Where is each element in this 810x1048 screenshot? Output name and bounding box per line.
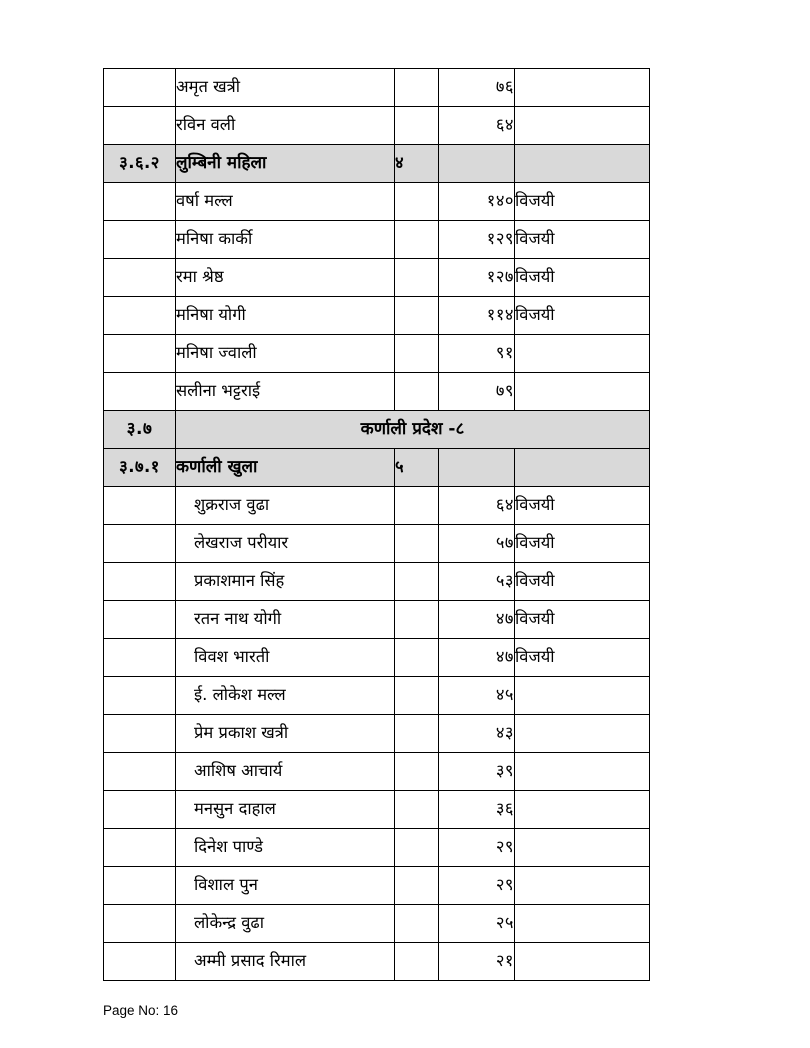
cell-count <box>395 487 439 525</box>
cell-result <box>515 753 650 791</box>
cell-serial <box>104 297 176 335</box>
cell-serial <box>104 715 176 753</box>
cell-votes: ११४ <box>439 297 515 335</box>
cell-votes: ६४ <box>439 107 515 145</box>
cell-candidate-name: अमृत खत्री <box>176 69 395 107</box>
cell-votes: १२९ <box>439 221 515 259</box>
cell-candidate-name: कर्णाली खुला <box>176 449 395 487</box>
cell-result <box>515 791 650 829</box>
cell-serial <box>104 601 176 639</box>
cell-result <box>515 943 650 981</box>
cell-votes: ६४ <box>439 487 515 525</box>
cell-result <box>515 107 650 145</box>
table-row <box>104 221 650 259</box>
cell-serial <box>104 563 176 601</box>
table-row <box>104 525 650 563</box>
cell-result <box>515 905 650 943</box>
cell-serial: ३.६.२ <box>104 145 176 183</box>
cell-votes: ४७ <box>439 639 515 677</box>
table-row-province <box>104 411 650 449</box>
cell-serial <box>104 335 176 373</box>
cell-count <box>395 373 439 411</box>
cell-votes: ५७ <box>439 525 515 563</box>
cell-votes: १२७ <box>439 259 515 297</box>
cell-result: विजयी <box>515 525 650 563</box>
cell-candidate-name: लुम्बिनी महिला <box>176 145 395 183</box>
cell-votes: १४० <box>439 183 515 221</box>
table-row <box>104 601 650 639</box>
cell-count <box>395 297 439 335</box>
cell-count <box>395 221 439 259</box>
cell-count <box>395 335 439 373</box>
cell-candidate-name: सलीना भट्टराई <box>176 373 395 411</box>
cell-count <box>395 791 439 829</box>
cell-result <box>515 449 650 487</box>
table-row-group <box>104 449 650 487</box>
cell-result: विजयी <box>515 601 650 639</box>
table-row <box>104 905 650 943</box>
cell-serial <box>104 487 176 525</box>
cell-candidate-name: शुक्रराज वुढा <box>176 487 395 525</box>
cell-candidate-name: रमा श्रेष्ठ <box>176 259 395 297</box>
table-row <box>104 563 650 601</box>
cell-count: ४ <box>395 145 439 183</box>
cell-count <box>395 639 439 677</box>
cell-candidate-name: प्रकाशमान सिंह <box>176 563 395 601</box>
cell-votes: २१ <box>439 943 515 981</box>
cell-serial <box>104 677 176 715</box>
table-row <box>104 107 650 145</box>
cell-result: विजयी <box>515 297 650 335</box>
cell-candidate-name: मनिषा ज्वाली <box>176 335 395 373</box>
cell-candidate-name: प्रेम प्रकाश खत्री <box>176 715 395 753</box>
cell-count: ५ <box>395 449 439 487</box>
cell-result <box>515 715 650 753</box>
cell-serial: ३.७ <box>104 411 176 449</box>
cell-count <box>395 69 439 107</box>
cell-province-name: कर्णाली प्रदेश -८ <box>176 411 650 449</box>
table-row <box>104 297 650 335</box>
cell-count <box>395 829 439 867</box>
cell-result <box>515 867 650 905</box>
table-body <box>104 69 650 981</box>
cell-candidate-name: अम्मी प्रसाद रिमाल <box>176 943 395 981</box>
cell-count <box>395 905 439 943</box>
cell-votes: ७६ <box>439 69 515 107</box>
cell-result: विजयी <box>515 221 650 259</box>
cell-serial <box>104 69 176 107</box>
cell-serial <box>104 183 176 221</box>
cell-serial <box>104 753 176 791</box>
cell-count <box>395 753 439 791</box>
cell-serial <box>104 221 176 259</box>
cell-votes: ५३ <box>439 563 515 601</box>
cell-count <box>395 259 439 297</box>
cell-candidate-name: मनसुन दाहाल <box>176 791 395 829</box>
table-row <box>104 829 650 867</box>
cell-candidate-name: लेखराज परीयार <box>176 525 395 563</box>
cell-serial <box>104 791 176 829</box>
cell-votes: ३६ <box>439 791 515 829</box>
cell-candidate-name: वर्षा मल्ल <box>176 183 395 221</box>
cell-candidate-name: लोकेन्द्र वुढा <box>176 905 395 943</box>
cell-candidate-name: मनिषा कार्की <box>176 221 395 259</box>
table-row <box>104 69 650 107</box>
cell-candidate-name: दिनेश पाण्डे <box>176 829 395 867</box>
cell-votes: ४३ <box>439 715 515 753</box>
cell-votes <box>439 145 515 183</box>
cell-votes: ३९ <box>439 753 515 791</box>
cell-serial <box>104 867 176 905</box>
cell-serial: ३.७.१ <box>104 449 176 487</box>
table-row <box>104 677 650 715</box>
table-row <box>104 867 650 905</box>
cell-count <box>395 943 439 981</box>
table-row <box>104 335 650 373</box>
cell-serial <box>104 905 176 943</box>
cell-votes: २५ <box>439 905 515 943</box>
cell-candidate-name: आशिष आचार्य <box>176 753 395 791</box>
table-row <box>104 373 650 411</box>
cell-count <box>395 715 439 753</box>
cell-serial <box>104 259 176 297</box>
page-footer: Page No: 16 <box>103 1003 179 1018</box>
table-row <box>104 487 650 525</box>
cell-count <box>395 525 439 563</box>
cell-result <box>515 335 650 373</box>
cell-result <box>515 677 650 715</box>
cell-serial <box>104 943 176 981</box>
table-row-group <box>104 145 650 183</box>
cell-serial <box>104 829 176 867</box>
cell-votes: ४७ <box>439 601 515 639</box>
election-results-table <box>103 68 650 981</box>
cell-votes: ४५ <box>439 677 515 715</box>
cell-result: विजयी <box>515 639 650 677</box>
cell-candidate-name: विशाल पुन <box>176 867 395 905</box>
table-row <box>104 183 650 221</box>
cell-votes: २९ <box>439 829 515 867</box>
cell-serial <box>104 525 176 563</box>
cell-count <box>395 563 439 601</box>
cell-votes <box>439 449 515 487</box>
cell-votes: ७९ <box>439 373 515 411</box>
cell-votes: ९१ <box>439 335 515 373</box>
table-row <box>104 943 650 981</box>
cell-count <box>395 867 439 905</box>
table-row <box>104 259 650 297</box>
cell-result <box>515 69 650 107</box>
cell-serial <box>104 107 176 145</box>
cell-result: विजयी <box>515 563 650 601</box>
cell-result <box>515 145 650 183</box>
cell-result: विजयी <box>515 259 650 297</box>
table-row <box>104 753 650 791</box>
cell-serial <box>104 373 176 411</box>
cell-votes: २९ <box>439 867 515 905</box>
cell-count <box>395 183 439 221</box>
table-row <box>104 715 650 753</box>
cell-count <box>395 601 439 639</box>
table-row <box>104 791 650 829</box>
cell-result: विजयी <box>515 487 650 525</box>
cell-candidate-name: विवश भारती <box>176 639 395 677</box>
cell-candidate-name: रविन वली <box>176 107 395 145</box>
cell-serial <box>104 639 176 677</box>
cell-count <box>395 677 439 715</box>
cell-candidate-name: ई. लोकेश मल्ल <box>176 677 395 715</box>
cell-result <box>515 829 650 867</box>
cell-candidate-name: मनिषा योगी <box>176 297 395 335</box>
table-row <box>104 639 650 677</box>
cell-result <box>515 373 650 411</box>
cell-candidate-name: रतन नाथ योगी <box>176 601 395 639</box>
cell-result: विजयी <box>515 183 650 221</box>
cell-count <box>395 107 439 145</box>
